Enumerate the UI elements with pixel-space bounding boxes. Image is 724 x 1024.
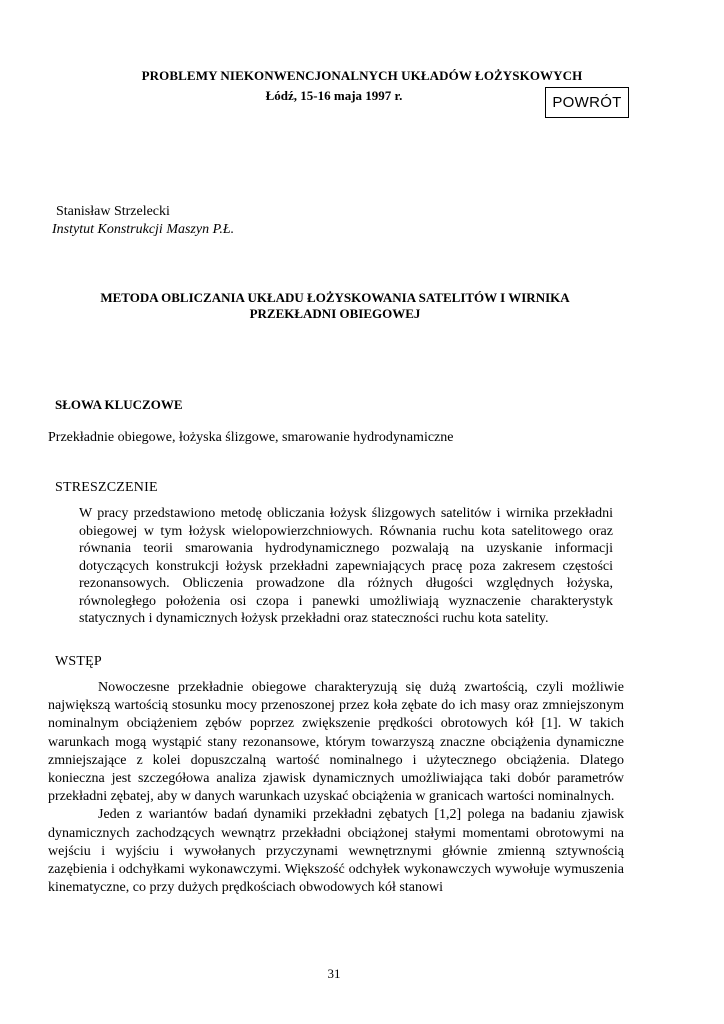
page-number: 31 [327,966,341,981]
abstract-text: W pracy przedstawiono metodę obliczania łożysk ślizgowych satelitów i wirnika przekładni obiegowej w tym łożysk wielopowierzchniowych. Równania ruchu kota satelitowego oraz równania teorii smarowania hydrodynamicznego pozwalają na uzyskanie informacji dotyczących konstrukcji łożysk przekładni zapewniających pracę poza zakresem częstości rezonansowych. Obliczenia prowadzone dla różnych długości względnych łożyska, równoległego położenia osi czopa i panewki umożliwiają wyznaczenie charakterystyk statycznych i dynamicznych łożysk przekładni oraz stateczności ruchu kota satelity. [79,506,613,626]
back-button[interactable]: POWRÓT [545,87,629,118]
paper-title-line-2: PRZEKŁADNI OBIEGOWEJ [249,306,421,321]
keywords-text: Przekładnie obiegowe, łożyska ślizgowe, smarowanie hydrodynamiczne [48,430,454,445]
author-affiliation: Instytut Konstrukcji Maszyn P.Ł. [52,222,235,237]
introduction-body [48,679,624,897]
introduction-paragraph-2: Jeden z wariantów badań dynamiki przekładni zębatych [1,2] polega na badaniu zjawisk dynamicznych zachodzących wewnątrz przekładni obciążonej stałymi momentami obrotowymi na wejściu i wyjściu i wywołanych przyczynami wewnętrznymi głównie zmienną sztywnością zazębienia i odchyłkami wykonawczymi. Większość odchyłek wykonawczych wywołuje wymuszenia kinematyczne, co przy dużych prędkościach obwodowych kół stanowi [48,807,624,896]
introduction-paragraph-1: Nowoczesne przekładnie obiegowe charakteryzują się dużą zwartością, czyli możliwie największą wartością stosunku mocy przenoszonej przez koła zębate do ich masy oraz zmniejszonym nominalnym obciążeniem zębów poprzez zwiększenie prędkości obrotowych kół [1]. W takich warunkach mogą wystąpić stany rezonansowe, którym towarzyszą znaczne obciążenia dynamiczne zmniejszające z kolei dopuszczalną wartość nominalnego i użytecznego obciążenia. Dlatego konieczna jest szczegółowa analiza zjawisk dynamicznych umożliwiająca taki dobór parametrów przekładni zębatej, aby w danych warunkach uzyskać obciążenia w granicach wartości nominalnych. [48,680,624,805]
conference-title: PROBLEMY NIEKONWENCJONALNYCH UKŁADÓW ŁOŻYSKOWYCH [141,68,583,83]
paper-title [0,290,670,322]
author-name: Stanisław Strzelecki [56,204,170,219]
abstract-heading: STRESZCZENIE [55,480,158,495]
conference-location-date: Łódź, 15-16 maja 1997 r. [265,88,403,103]
paper-title-line-1: METODA OBLICZANIA UKŁADU ŁOŻYSKOWANIA SATELITÓW I WIRNIKA [100,290,570,305]
keywords-heading: SŁOWA KLUCZOWE [55,397,183,412]
introduction-heading: WSTĘP [55,654,102,669]
